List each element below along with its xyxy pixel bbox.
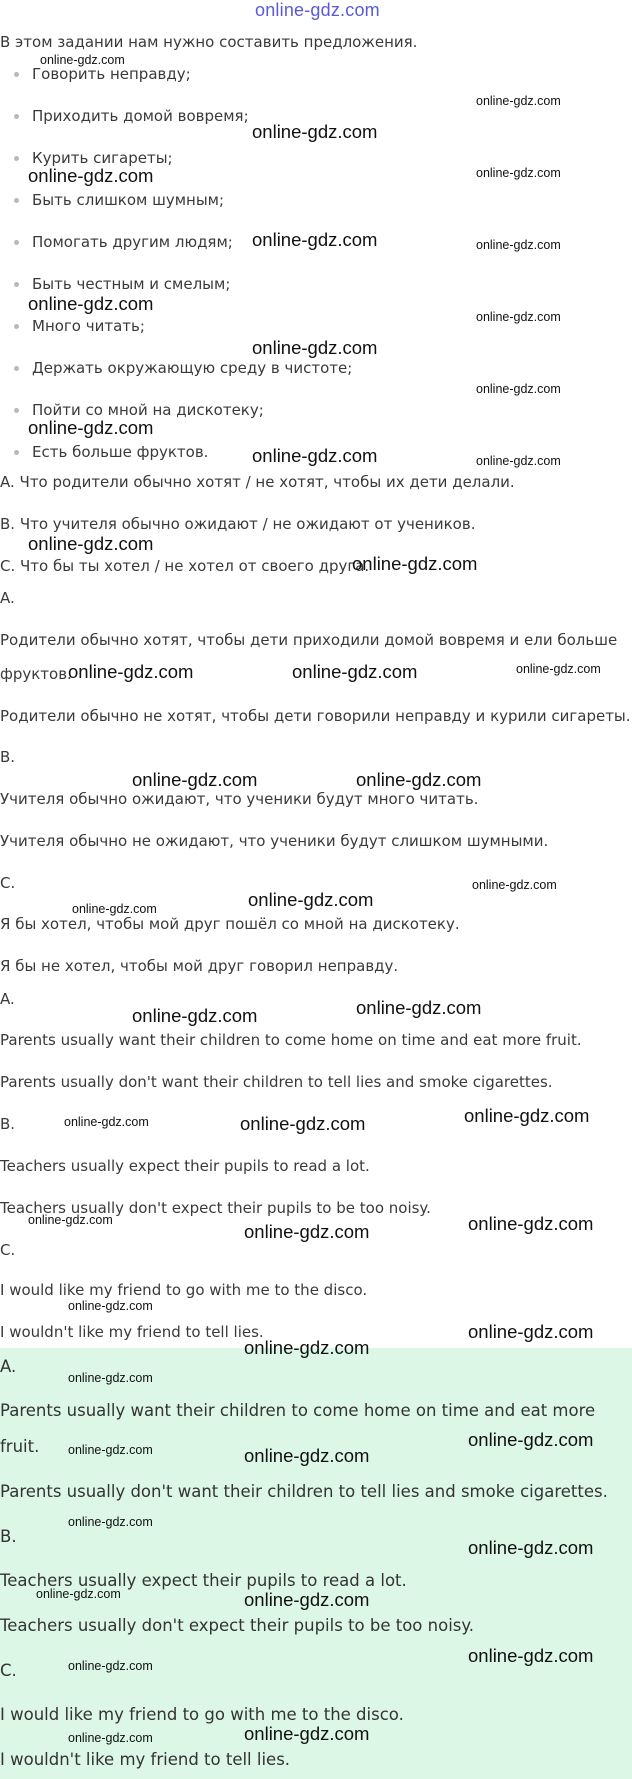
- watermark: online-gdz.com: [36, 1587, 121, 1601]
- watermark: online-gdz.com: [356, 769, 482, 790]
- watermark: online-gdz.com: [468, 1321, 594, 1342]
- en-answer-a1: Parents usually want their children to come home on time and eat more fruit.: [0, 1031, 582, 1049]
- watermark: online-gdz.com: [476, 94, 561, 108]
- list-item-text: Приходить домой вовремя;: [32, 107, 249, 125]
- ru-section-b-label: B.: [0, 748, 16, 766]
- watermark: online-gdz.com: [28, 417, 154, 438]
- list-item-text: Есть больше фруктов.: [32, 443, 209, 461]
- watermark: online-gdz.com: [72, 902, 157, 916]
- list-item-text: Помогать другим людям;: [32, 233, 233, 251]
- hl-answer-a1-line2: fruit.: [0, 1437, 40, 1456]
- watermark: online-gdz.com: [468, 1213, 594, 1234]
- watermark: online-gdz.com: [252, 229, 378, 250]
- watermark: online-gdz.com: [64, 1115, 149, 1129]
- list-item-text: Держать окружающую среду в чистоте;: [32, 359, 353, 377]
- watermark: online-gdz.com: [356, 997, 482, 1018]
- en-section-c-label: C.: [0, 1241, 16, 1259]
- hl-answer-b2: Teachers usually don't expect their pupils to be too noisy.: [0, 1616, 475, 1635]
- watermark: online-gdz.com: [468, 1429, 594, 1450]
- en-answer-c1: I would like my friend to go with me to the disco.: [0, 1281, 368, 1299]
- ru-answer-a1-line2: фруктов.: [0, 665, 72, 683]
- hl-answer-c2: I wouldn't like my friend to tell lies.: [0, 1750, 291, 1769]
- bullet-icon: [14, 324, 19, 329]
- hl-answer-a2: Parents usually don't want their children to tell lies and smoke cigarettes.: [0, 1482, 608, 1501]
- hl-section-b-label: B.: [0, 1527, 17, 1546]
- watermark: online-gdz.com: [68, 1659, 153, 1673]
- watermark: online-gdz.com: [68, 661, 194, 682]
- list-item-text: Быть слишком шумным;: [32, 191, 225, 209]
- watermark: online-gdz.com: [248, 889, 374, 910]
- hl-answer-c1: I would like my friend to go with me to the disco.: [0, 1705, 404, 1724]
- watermark: online-gdz.com: [68, 1731, 153, 1745]
- watermark: online-gdz.com: [468, 1645, 594, 1666]
- en-answer-c2: I wouldn't like my friend to tell lies.: [0, 1323, 264, 1341]
- watermark: online-gdz.com: [68, 1299, 153, 1313]
- en-answer-b1: Teachers usually expect their pupils to read a lot.: [0, 1157, 370, 1175]
- list-item-text: Много читать;: [32, 317, 145, 335]
- question-a: A. Что родители обычно хотят / не хотят, чтобы их дети делали.: [0, 473, 515, 491]
- hl-answer-a1-line1: Parents usually want their children to come home on time and eat more: [0, 1401, 596, 1420]
- watermark: online-gdz.com: [40, 53, 125, 67]
- list-item-text: Говорить неправду;: [32, 65, 191, 83]
- hl-section-c-label: C.: [0, 1661, 17, 1680]
- watermark: online-gdz.com: [132, 1005, 258, 1026]
- watermark: online-gdz.com: [132, 769, 258, 790]
- list-item-text: Пойти со мной на дискотеку;: [32, 401, 264, 419]
- ru-answer-c2: Я бы не хотел, чтобы мой друг говорил неправду.: [0, 957, 399, 975]
- bullet-icon: [14, 156, 19, 161]
- watermark: online-gdz.com: [68, 1371, 153, 1385]
- en-section-b-label: B.: [0, 1115, 16, 1133]
- ru-answer-c1: Я бы хотел, чтобы мой друг пошёл со мной на дискотеку.: [0, 915, 460, 933]
- watermark: online-gdz.com: [352, 553, 478, 574]
- bullet-icon: [14, 240, 19, 245]
- list-item-text: Быть честным и смелым;: [32, 275, 231, 293]
- watermark: online-gdz.com: [68, 1515, 153, 1529]
- watermark: online-gdz.com: [28, 1213, 113, 1227]
- ru-answer-a1-line1: Родители обычно хотят, чтобы дети приходили домой вовремя и ели больше: [0, 631, 618, 649]
- bullet-icon: [14, 408, 19, 413]
- watermark: online-gdz.com: [252, 337, 378, 358]
- hl-answer-b1: Teachers usually expect their pupils to read a lot.: [0, 1571, 407, 1590]
- watermark: online-gdz.com: [476, 166, 561, 180]
- watermark: online-gdz.com: [244, 1589, 370, 1610]
- ru-answer-a2: Родители обычно не хотят, чтобы дети говорили неправду и курили сигареты.: [0, 707, 631, 725]
- ru-answer-b2: Учителя обычно не ожидают, что ученики будут слишком шумными.: [0, 832, 549, 850]
- bullet-icon: [14, 282, 19, 287]
- intro-text: В этом задании нам нужно составить предложения.: [0, 33, 418, 51]
- watermark: online-gdz.com: [476, 238, 561, 252]
- watermark: online-gdz.com: [252, 121, 378, 142]
- ru-section-a-label: A.: [0, 589, 15, 607]
- watermark: online-gdz.com: [472, 878, 557, 892]
- watermark: online-gdz.com: [244, 1337, 370, 1358]
- watermark: online-gdz.com: [244, 1445, 370, 1466]
- watermark: online-gdz.com: [464, 1105, 590, 1126]
- watermark: online-gdz.com: [240, 1113, 366, 1134]
- watermark: online-gdz.com: [476, 310, 561, 324]
- watermark: online-gdz.com: [252, 445, 378, 466]
- bullet-icon: [14, 198, 19, 203]
- en-answer-b2: Teachers usually don't expect their pupils to be too noisy.: [0, 1199, 431, 1217]
- hl-section-a-label: A.: [0, 1357, 17, 1376]
- watermark: online-gdz.com: [244, 1221, 370, 1242]
- bullet-icon: [14, 366, 19, 371]
- watermark: online-gdz.com: [292, 661, 418, 682]
- watermark: online-gdz.com: [28, 533, 154, 554]
- bullet-icon: [14, 114, 19, 119]
- watermark: online-gdz.com: [476, 454, 561, 468]
- bullet-icon: [14, 72, 19, 77]
- watermark: online-gdz.com: [516, 662, 601, 676]
- question-b: B. Что учителя обычно ожидают / не ожидают от учеников.: [0, 515, 476, 533]
- watermark: online-gdz.com: [244, 1723, 370, 1744]
- en-section-a-label: A.: [0, 990, 15, 1008]
- question-c: C. Что бы ты хотел / не хотел от своего друга.: [0, 557, 370, 575]
- en-answer-a2: Parents usually don't want their children to tell lies and smoke cigarettes.: [0, 1073, 553, 1091]
- site-header-watermark: online-gdz.com: [255, 0, 380, 20]
- list-item-text: Курить сигареты;: [32, 149, 173, 167]
- watermark: online-gdz.com: [28, 293, 154, 314]
- bullet-icon: [14, 450, 19, 455]
- watermark: online-gdz.com: [468, 1537, 594, 1558]
- watermark: online-gdz.com: [68, 1443, 153, 1457]
- watermark: online-gdz.com: [28, 165, 154, 186]
- watermark: online-gdz.com: [476, 382, 561, 396]
- ru-section-c-label: C.: [0, 874, 16, 892]
- ru-answer-b1: Учителя обычно ожидают, что ученики будут много читать.: [0, 790, 479, 808]
